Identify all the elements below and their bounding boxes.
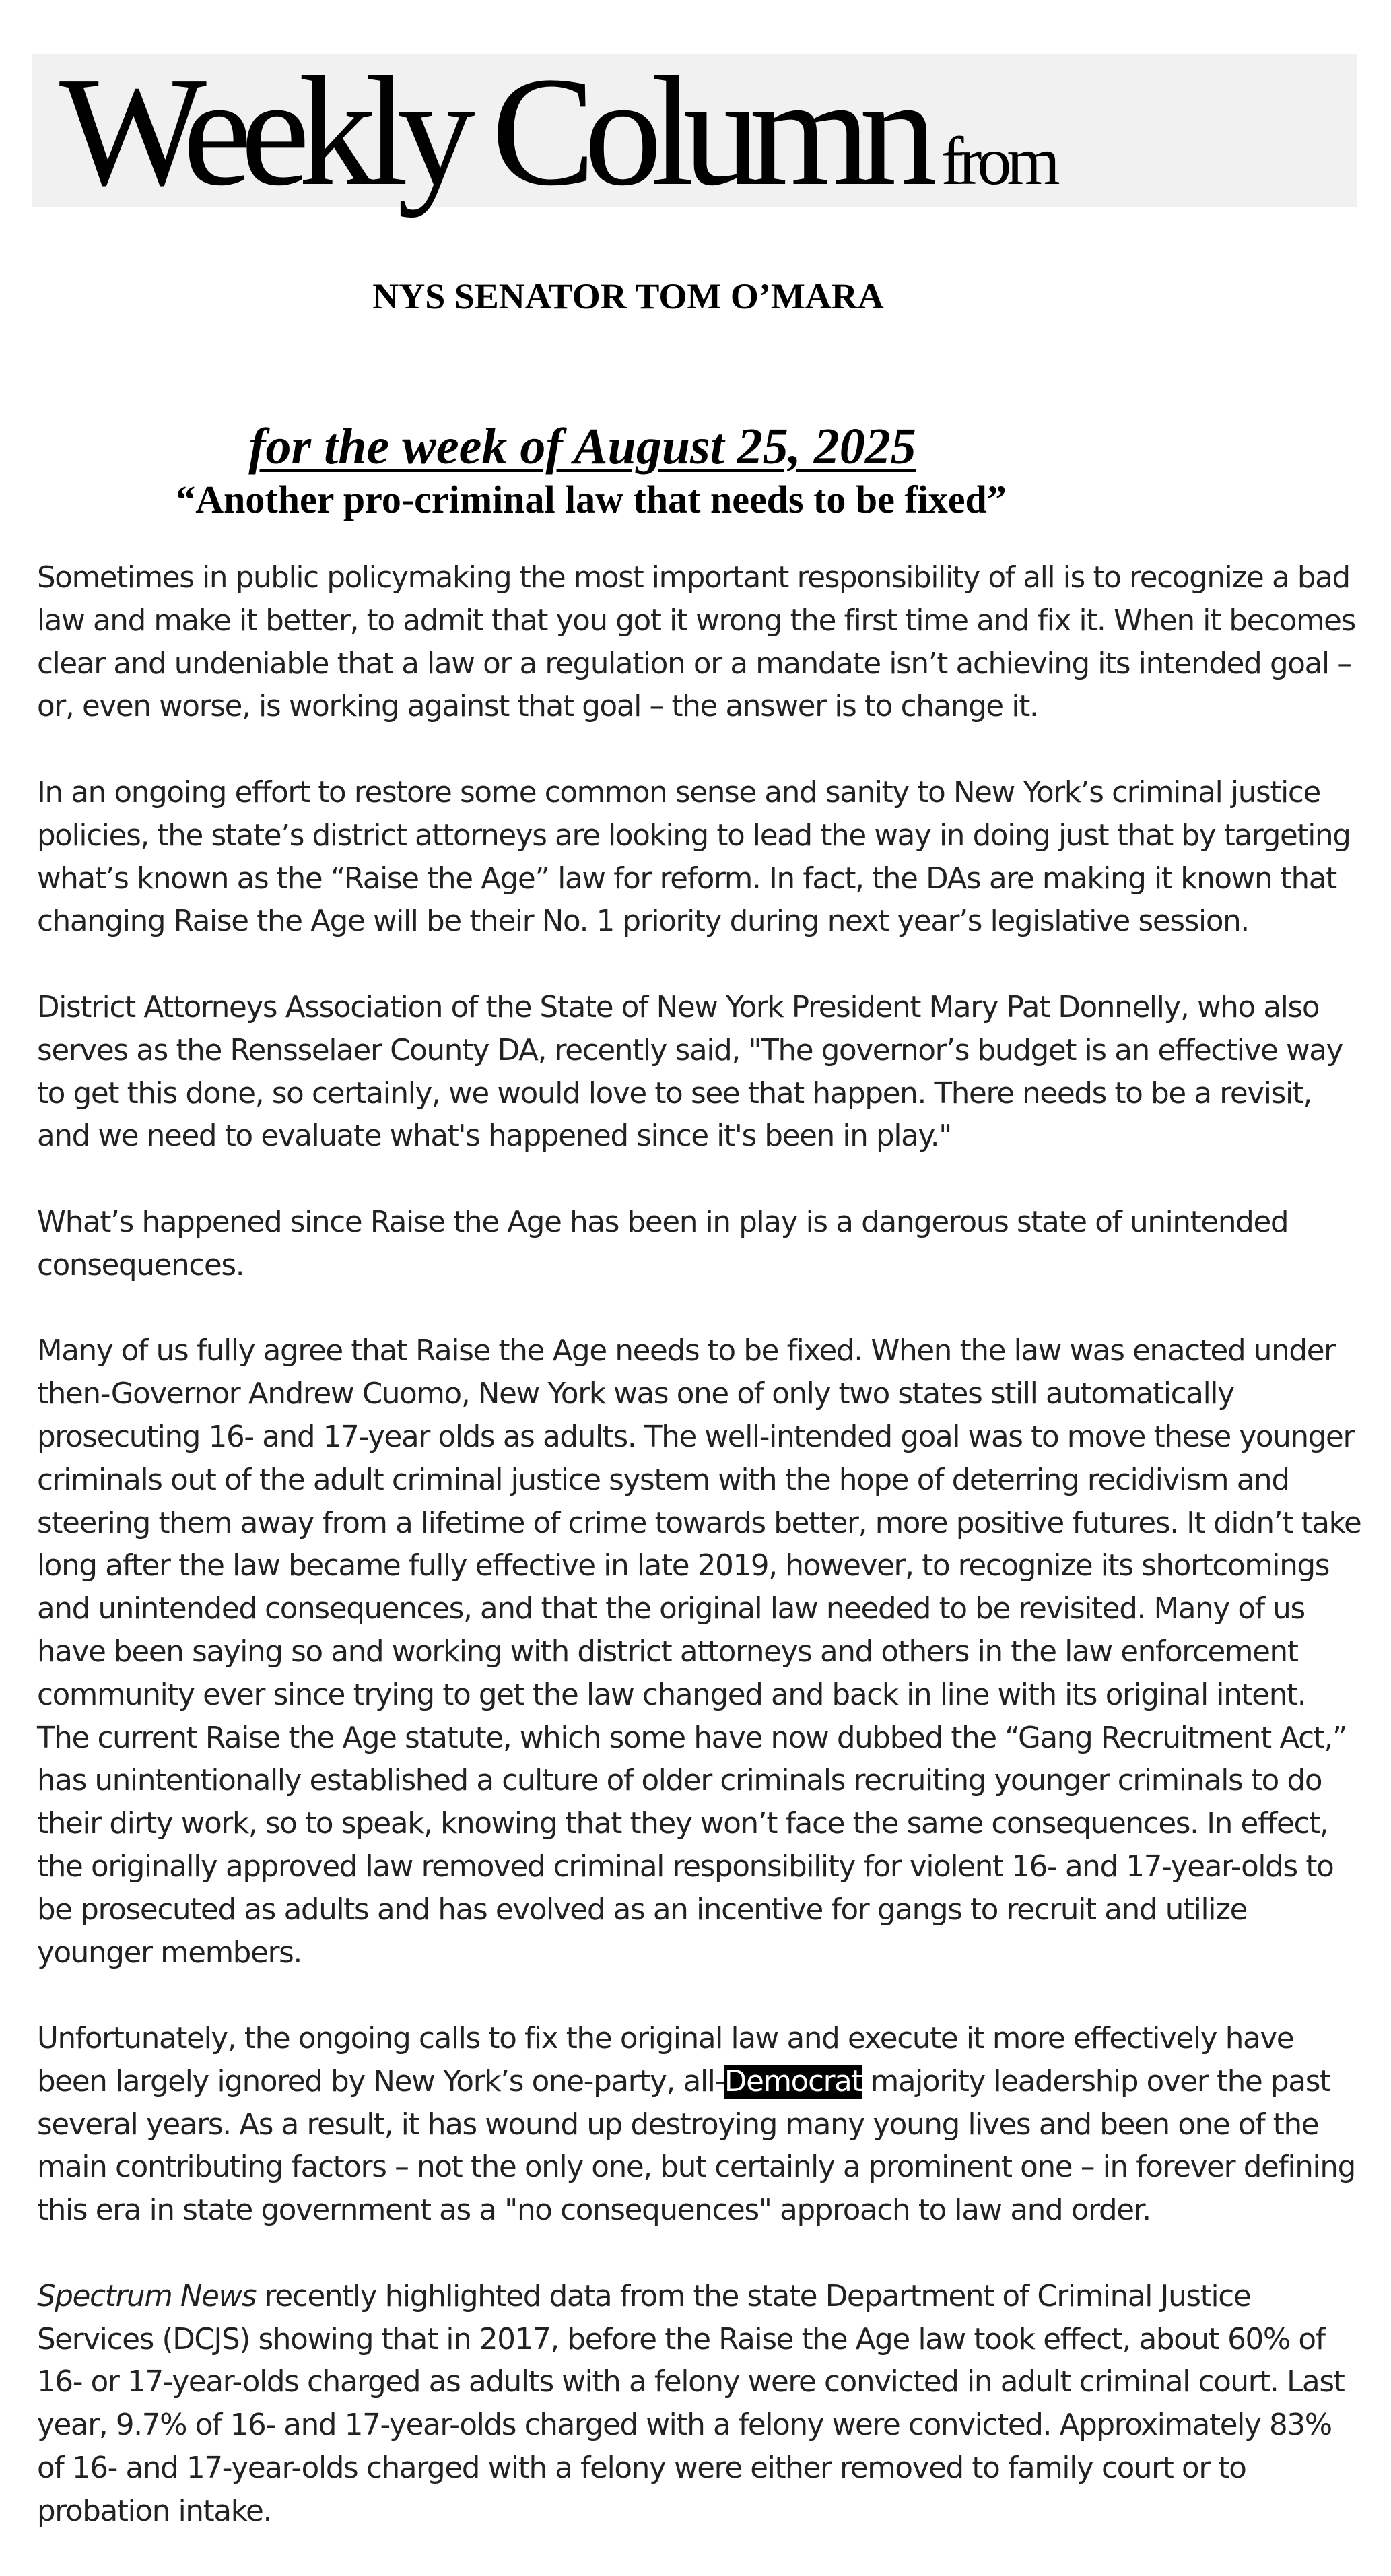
column-headline: “Another pro-criminal law that needs to be fixed” xyxy=(176,477,1007,521)
paragraph-6-end: majority leadership over the past several years. As a result, it has wound up destroying many young lives and been one of the main contributing factors – not the only one, but certainly a prominent one – in forever defining this era in state government as a "no consequences" approach to law and order. xyxy=(37,2064,1355,2228)
paragraph-2: In an ongoing effort to restore some common sense and sanity to New York’s criminal justice policies, the state’s district attorneys are looking to lead the way in doing just that by targeting what’s known as the “Raise the Age” law for reform. In fact, the DAs are making it known that changing Raise the Age will be their No. 1 priority during next year’s legislative session. xyxy=(37,775,1351,939)
paragraph-6-start: Unfortunately, the ongoing calls to fix the original law and execute it more effectively have been largely ignored by New York’s one-party, all- xyxy=(37,2022,1294,2099)
masthead-title-text: Weekly Column xyxy=(59,45,926,218)
paragraph-7-text: recently highlighted data from the state Department of Criminal Justice Services (DCJS) showing that in 2017, before the Raise the Age law took effect, about 60% of 16- or 17-year-olds charged as adults with a felony were convicted in adult criminal court. Last year, 9.7% of 16- and 17-year-olds charged with a felony were convicted. Approximately 83% of 16- and 17-year-olds charged with a felony were either removed to family court or to probation intake. xyxy=(37,2279,1345,2528)
senator-name: NYS SENATOR TOM O’MARA xyxy=(372,276,884,317)
masthead-from-text: from xyxy=(941,123,1056,199)
column-body xyxy=(37,557,1363,2576)
paragraph-1: Sometimes in public policymaking the most important responsibility of all is to recognize a bad law and make it better, to admit that you got it wrong the first time and fix it. When it becomes clear and undeniable that a law or a regulation or a mandate isn’t achieving its intended goal – or, even worse, is working against that goal – the answer is to change it. xyxy=(37,561,1355,724)
paragraph-7 xyxy=(37,2276,1363,2534)
paragraph-5: Many of us fully agree that Raise the Age needs to be fixed. When the law was enacted under then-Governor Andrew Cuomo, New York was one of only two states still automatically prosecuting 16- and 17-year olds as adults. The well-intended goal was to move these younger criminals out of the adult criminal justice system with the hope of deterring recidivism and steering them away from a lifetime of crime towards better, more positive futures. It didn’t take long after the law became fully effective in late 2019, however, to recognize its shortcomings and unintended consequences, and that the original law needed to be revisited. Many of us have been saying so and working with district attorneys and others in the law enforcement community ever since trying to get the law changed and back in line with its original intent. The current Raise the Age statute, which some have now dubbed the “Gang Recruitment Act,” has unintentionally established a culture of older criminals recruiting younger criminals to do their dirty work, so to speak, knowing that they won’t face the same consequences. In effect, the originally approved law removed criminal responsibility for violent 16- and 17-year-olds to be prosecuted as adults and has evolved as an incentive for gangs to recruit and utilize younger members. xyxy=(37,1334,1361,1970)
week-date-heading: for the week of August 25, 2025 xyxy=(248,418,916,475)
masthead-title xyxy=(59,45,1056,236)
paragraph-6 xyxy=(37,2018,1363,2233)
news-source-name: Spectrum News xyxy=(37,2279,257,2313)
paragraph-3: District Attorneys Association of the State of New York President Mary Pat Donnelly, who also serves as the Rensselaer County DA, recently said, "The governor’s budget is an effective way to get this done, so certainly, we would love to see that happen. There needs to be a revisit, and we need to evaluate what's happened since it's been in play." xyxy=(37,990,1343,1154)
masthead-banner xyxy=(32,45,1357,218)
highlighted-text[interactable]: Democrat xyxy=(724,2064,862,2099)
paragraph-4: What’s happened since Raise the Age has been in play is a dangerous state of unintended consequences. xyxy=(37,1205,1289,1282)
